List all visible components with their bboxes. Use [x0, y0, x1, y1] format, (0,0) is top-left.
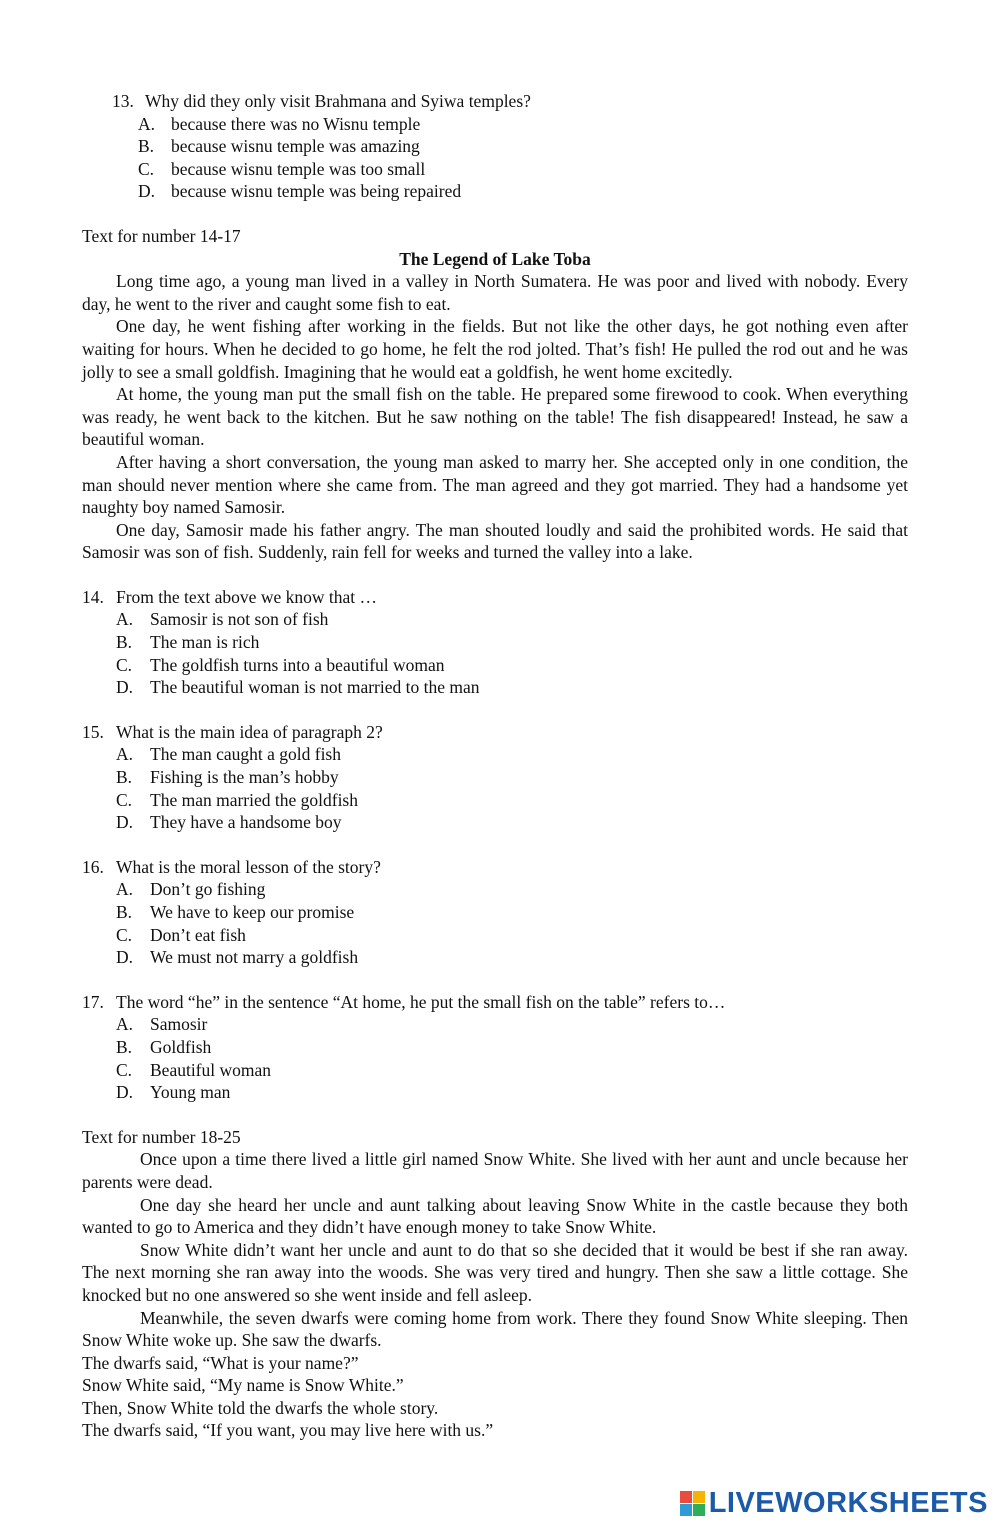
- dialogue-line: The dwarfs said, “What is your name?”: [82, 1352, 359, 1373]
- option-text: The man is rich: [150, 632, 260, 653]
- option-text: because wisnu temple was amazing: [171, 136, 420, 157]
- answer-option-b[interactable]: [82, 1036, 908, 1059]
- story-paragraph: One day she heard her uncle and aunt talking about leaving Snow White in the castle because they both wanted to go to America and they didn’t have enough money to take Snow White.: [82, 1194, 908, 1238]
- liveworksheets-logo: [680, 1487, 988, 1519]
- option-letter: D.: [138, 181, 156, 202]
- question-15-stem: [82, 721, 908, 744]
- option-letter: A.: [116, 879, 134, 900]
- question-number: 14.: [82, 586, 104, 607]
- answer-options: [82, 608, 908, 698]
- story-paragraph: After having a short conversation, the young man asked to marry her. She accepted only in one condition, the man should never mention where she came from. The man agreed and they got married. They had a handsome yet naughty boy named Samosir.: [82, 451, 908, 518]
- worksheet-page: [82, 90, 908, 1442]
- question-number: 17.: [82, 991, 104, 1012]
- option-text: Don’t go fishing: [150, 879, 266, 900]
- question-16: [82, 856, 908, 969]
- option-letter: A.: [116, 1014, 134, 1035]
- option-text: The man married the goldfish: [150, 789, 358, 810]
- option-letter: C.: [116, 1059, 133, 1080]
- answer-options: [82, 1013, 908, 1103]
- option-letter: B.: [116, 767, 133, 788]
- option-letter: D.: [116, 1082, 134, 1103]
- answer-option-d[interactable]: [82, 946, 908, 969]
- section-label: Text for number 14-17: [82, 225, 241, 246]
- story-paragraph: Snow White didn’t want her uncle and aunt to do that so she decided that it would be best if she ran away. The next morning she ran away into the woods. She was very tired and hungry. Then she saw a little cottage. She knocked but no one answered so she went inside and fell asleep.: [82, 1239, 908, 1305]
- question-text: What is the main idea of paragraph 2?: [116, 721, 383, 742]
- option-letter: A.: [138, 113, 156, 134]
- answer-option-a[interactable]: [82, 1013, 908, 1036]
- question-text: Why did they only visit Brahmana and Syiwa temples?: [145, 91, 531, 111]
- answer-option-b[interactable]: [112, 135, 908, 158]
- answer-option-b[interactable]: [82, 901, 908, 924]
- option-letter: D.: [116, 812, 134, 833]
- question-16-stem: [82, 856, 908, 879]
- option-letter: C.: [116, 924, 133, 945]
- option-text: Don’t eat fish: [150, 924, 246, 945]
- answer-option-d[interactable]: [82, 1081, 908, 1104]
- option-text: Young man: [150, 1082, 231, 1103]
- option-text: because wisnu temple was being repaired: [171, 181, 462, 202]
- option-text: We must not marry a goldfish: [150, 947, 359, 968]
- option-letter: A.: [116, 744, 134, 765]
- answer-option-b[interactable]: [82, 766, 908, 789]
- answer-option-c[interactable]: [82, 654, 908, 677]
- option-text: Goldfish: [150, 1036, 212, 1057]
- option-letter: B.: [116, 1036, 133, 1057]
- question-13-stem: [112, 90, 908, 113]
- option-text: Samosir: [150, 1014, 208, 1035]
- answer-option-c[interactable]: [82, 1059, 908, 1082]
- option-letter: D.: [116, 947, 134, 968]
- option-letter: B.: [116, 632, 133, 653]
- section-label: Text for number 18-25: [82, 1126, 241, 1147]
- badge-square: [680, 1504, 692, 1516]
- spacer: [82, 1104, 908, 1126]
- option-text: They have a handsome boy: [150, 812, 342, 833]
- dialogue-line: Then, Snow White told the dwarfs the whole story.: [82, 1397, 439, 1418]
- option-text: Samosir is not son of fish: [150, 609, 329, 630]
- question-number: 15.: [82, 721, 104, 742]
- question-17-stem: [82, 991, 908, 1014]
- dialogue-line: Snow White said, “My name is Snow White.”: [82, 1375, 404, 1396]
- story-paragraph: One day, he went fishing after working in the fields. But not like the other days, he got nothing even after waiting for hours. When he decided to go home, he felt the rod jolted. That’s fish! He pulled the rod out and he was jolly to see a small goldfish. Imagining that he would eat a goldfish, he went home excitedly.: [82, 316, 908, 382]
- question-15: [82, 721, 908, 834]
- option-letter: D.: [116, 677, 134, 698]
- answer-options: [82, 878, 908, 968]
- answer-option-d[interactable]: [82, 811, 908, 834]
- option-text: The goldfish turns into a beautiful woman: [150, 654, 445, 675]
- question-number: 16.: [82, 856, 104, 877]
- answer-option-a[interactable]: [82, 743, 908, 766]
- option-text: because wisnu temple was too small: [171, 158, 426, 179]
- option-text: because there was no Wisnu temple: [171, 113, 421, 134]
- answer-option-c[interactable]: [112, 158, 908, 181]
- answer-options: [112, 113, 908, 203]
- story-paragraph: Meanwhile, the seven dwarfs were coming home from work. There they found Snow White sleeping. Then Snow White woke up. She saw the dwarfs.: [82, 1307, 908, 1351]
- story-paragraph: One day, Samosir made his father angry. The man shouted loudly and said the prohibited words. He said that Samosir was son of fish. Suddenly, rain fell for weeks and turned the valley into a lake.: [82, 519, 908, 563]
- option-text: The beautiful woman is not married to the man: [150, 677, 480, 698]
- option-text: Fishing is the man’s hobby: [150, 767, 339, 788]
- option-text: We have to keep our promise: [150, 902, 355, 922]
- option-letter: C.: [138, 158, 155, 179]
- question-number: 13.: [112, 91, 134, 111]
- watermark-text: LIVEWORKSHEETS: [708, 1487, 988, 1519]
- option-letter: B.: [138, 136, 155, 157]
- question-13: [82, 90, 908, 203]
- answer-option-a[interactable]: [112, 113, 908, 136]
- spacer: [82, 969, 908, 991]
- liveworksheets-badge-icon: [680, 1491, 705, 1516]
- question-14: [82, 586, 908, 699]
- story-paragraph: Long time ago, a young man lived in a valley in North Sumatera. He was poor and lived with nobody. Every day, he went to the river and caught some fish to eat.: [82, 271, 908, 314]
- answer-option-d[interactable]: [112, 180, 908, 203]
- question-14-stem: [82, 586, 908, 609]
- question-text: The word “he” in the sentence “At home, he put the small fish on the table” refers to…: [116, 991, 726, 1012]
- story-title: The Legend of Lake Toba: [399, 248, 591, 269]
- answer-option-c[interactable]: [82, 924, 908, 947]
- story-paragraph: Once upon a time there lived a little girl named Snow White. She lived with her aunt and uncle because her parents were dead.: [82, 1149, 908, 1192]
- question-text: What is the moral lesson of the story?: [116, 856, 381, 877]
- option-letter: B.: [116, 902, 133, 922]
- answer-options: [82, 743, 908, 833]
- question-text: From the text above we know that …: [116, 586, 377, 607]
- answer-option-d[interactable]: [82, 676, 908, 699]
- question-17: [82, 991, 908, 1104]
- option-letter: A.: [116, 609, 134, 630]
- option-text: Beautiful woman: [150, 1059, 272, 1080]
- badge-square: [693, 1491, 705, 1503]
- answer-option-c[interactable]: [82, 789, 908, 812]
- answer-option-a[interactable]: [82, 878, 908, 901]
- badge-square: [693, 1504, 705, 1516]
- option-letter: C.: [116, 654, 133, 675]
- option-text: The man caught a gold fish: [150, 744, 341, 765]
- dialogue-line: The dwarfs said, “If you want, you may live here with us.”: [82, 1420, 494, 1441]
- option-letter: C.: [116, 789, 133, 810]
- spacer: [82, 699, 908, 721]
- spacer: [82, 203, 908, 225]
- spacer: [82, 834, 908, 856]
- answer-option-a[interactable]: [82, 608, 908, 631]
- badge-square: [680, 1491, 692, 1503]
- story-paragraph: At home, the young man put the small fish on the table. He prepared some firewood to cook. When everything was ready, he went back to the kitchen. But he saw nothing on the table! The fish disappeared! Instead, he saw a beautiful woman.: [82, 384, 908, 450]
- spacer: [82, 564, 908, 586]
- answer-option-b[interactable]: [82, 631, 908, 654]
